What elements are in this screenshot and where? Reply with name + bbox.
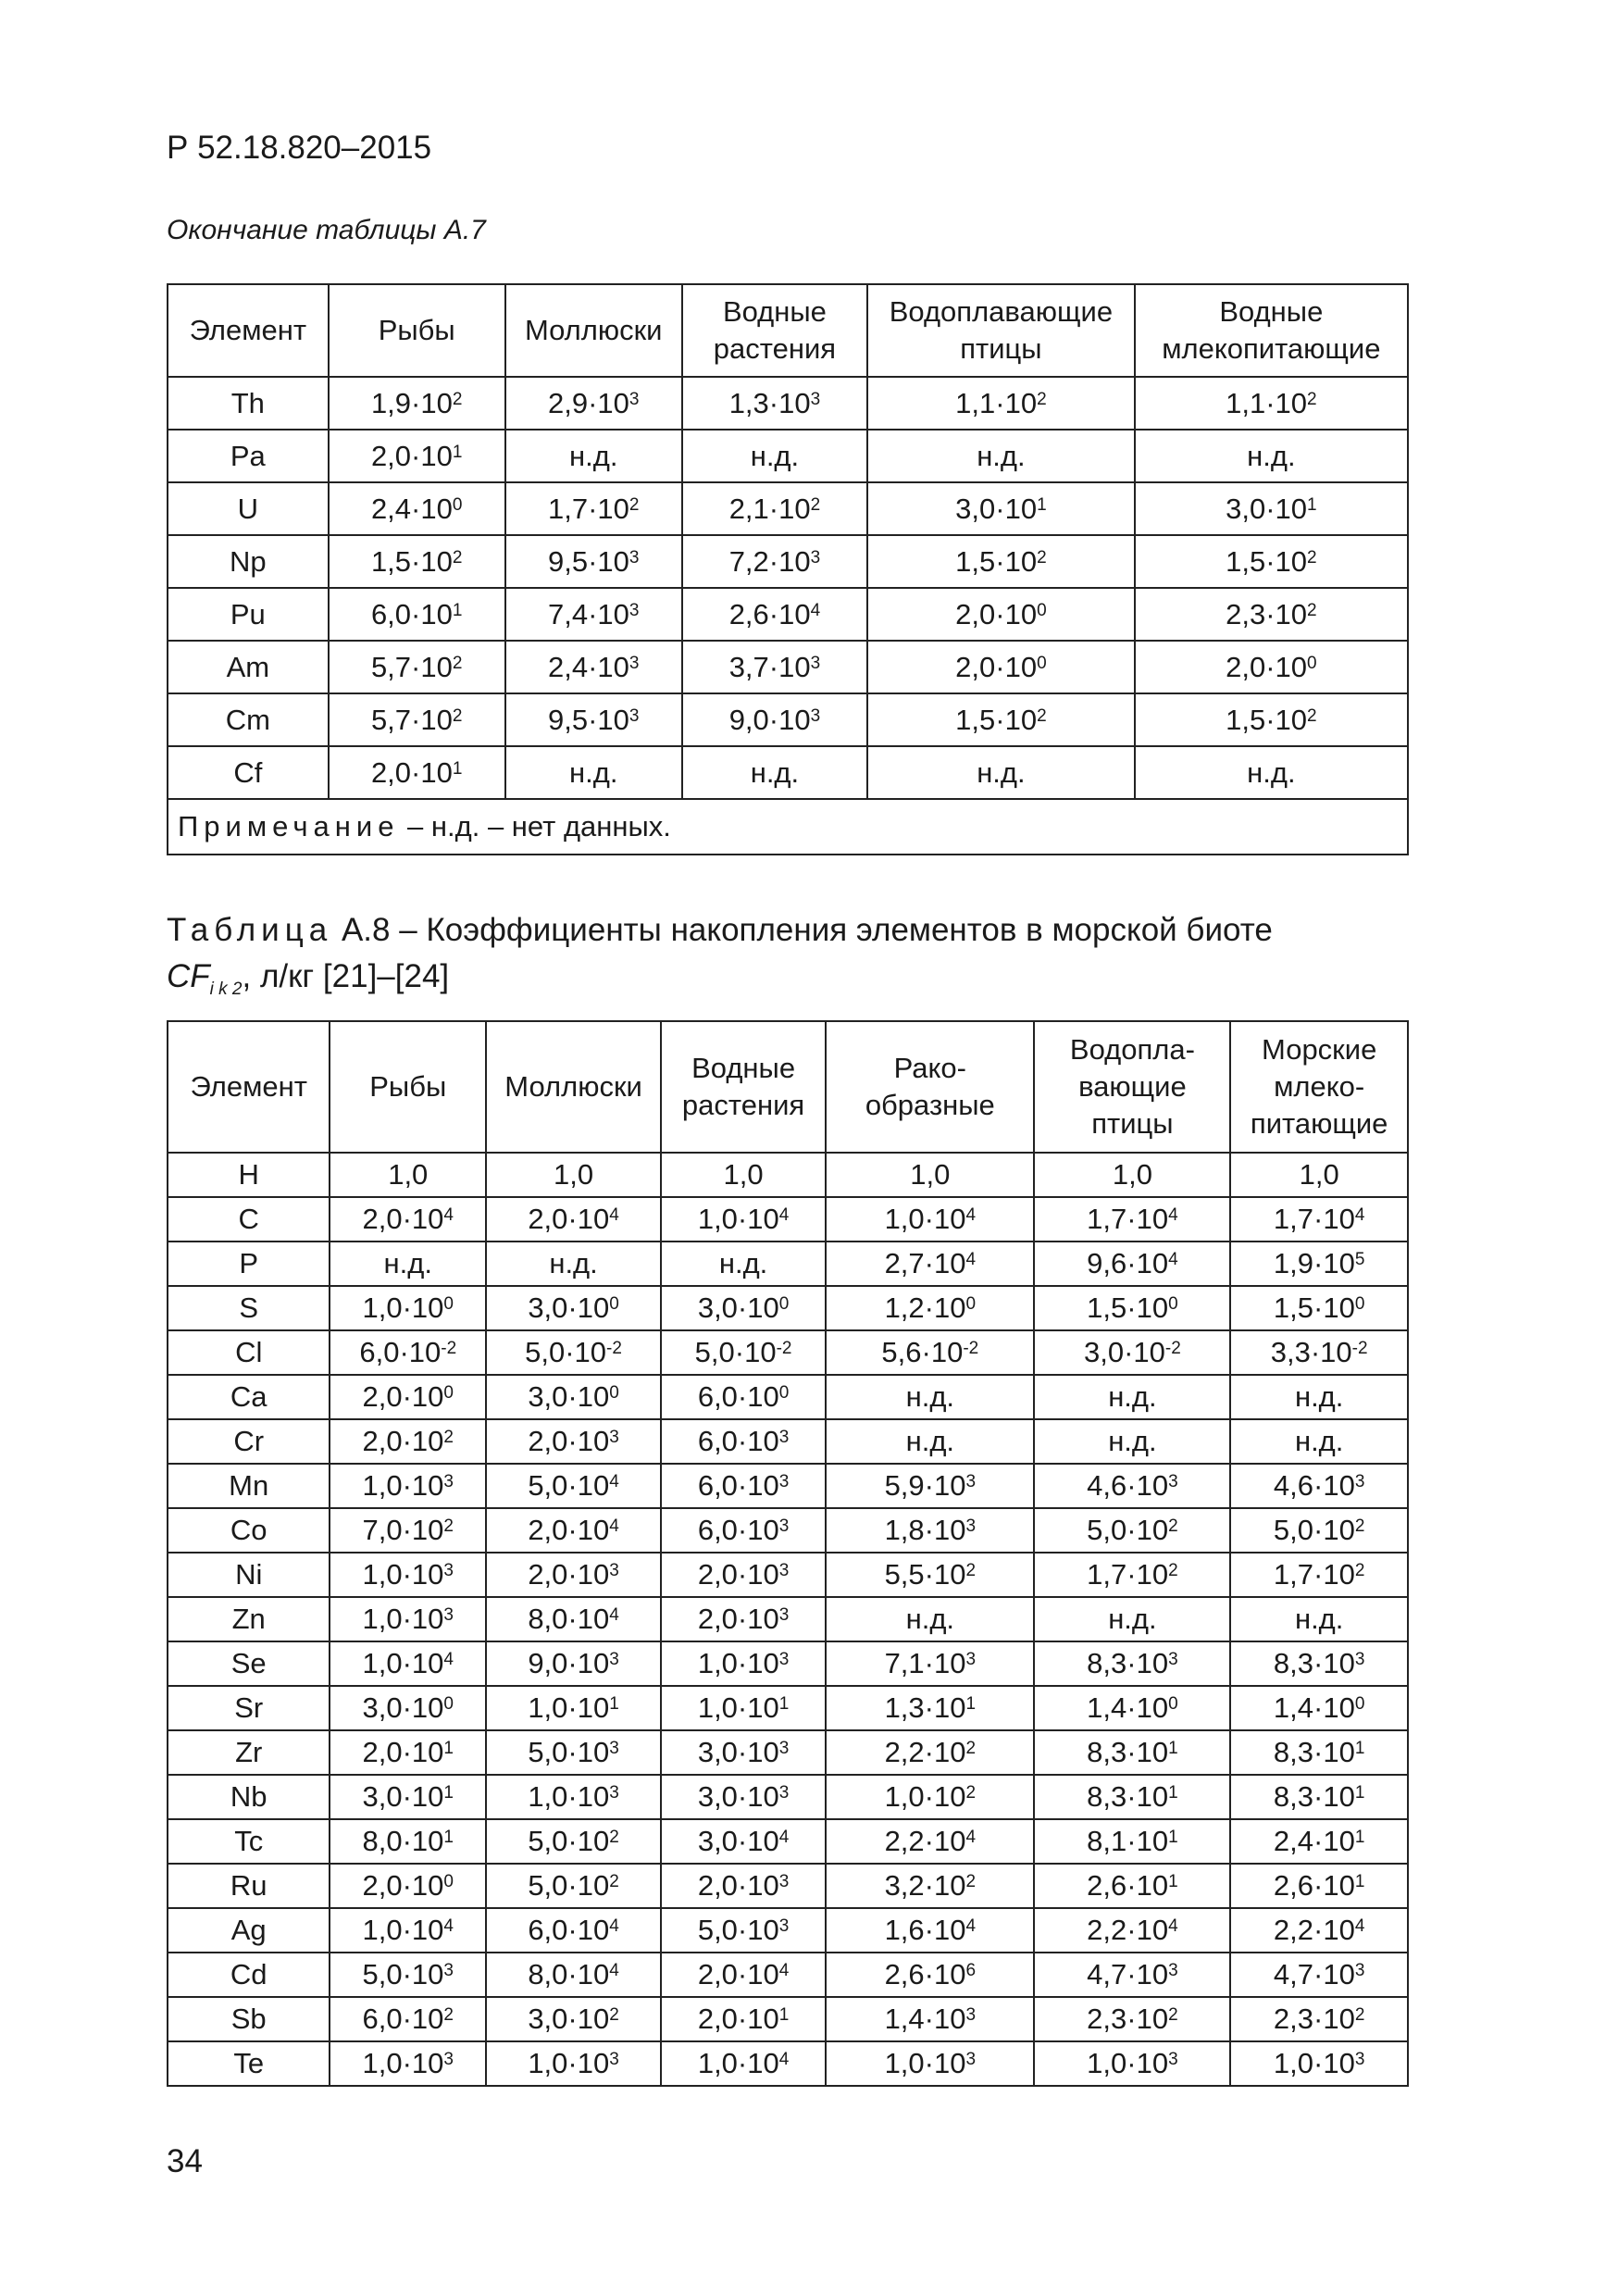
table-a7-element-cell: Am	[168, 641, 329, 693]
table-a7-value-cell: $1,3\cdot 10^3$	[682, 377, 867, 430]
table-a8-row	[168, 1686, 1408, 1730]
table-a8-element-cell: Cd	[168, 1953, 330, 1997]
table-a8-value-cell: $2,6\cdot 10^1$	[1034, 1864, 1230, 1908]
table-a8-element-cell: Se	[168, 1641, 330, 1686]
table-a8-value-cell: $8,3\cdot 10^1$	[1230, 1775, 1408, 1819]
table-a8-value-cell: $2,6\cdot 10^1$	[1230, 1864, 1408, 1908]
table-a8-value-cell: 1,0	[826, 1153, 1034, 1197]
table-a8-row	[168, 1153, 1408, 1197]
table-a8-value-cell: $5,0\cdot 10^4$	[486, 1464, 661, 1508]
table-a7-value-cell: н.д.	[867, 746, 1135, 799]
table-a8-value-cell: $4,6\cdot 10^3$	[1034, 1464, 1230, 1508]
table-a8-value-cell: $5,0\cdot 10^{-2}$	[486, 1330, 661, 1375]
table-a8-value-cell: н.д.	[1230, 1419, 1408, 1464]
table-a7-row	[168, 588, 1408, 641]
table-a8-value-cell: $3,0\cdot 10^0$	[486, 1286, 661, 1330]
table-a8-value-cell: $6,0\cdot 10^4$	[486, 1908, 661, 1953]
table-a7-value-cell: $2,4\cdot 10^0$	[329, 482, 505, 535]
table-a7-value-cell: $6,0\cdot 10^1$	[329, 588, 505, 641]
table-a7-element-cell: Np	[168, 535, 329, 588]
table-a8-value-cell: $2,2\cdot 10^4$	[1230, 1908, 1408, 1953]
table-a8-value-cell: $2,0\cdot 10^4$	[661, 1953, 826, 1997]
table-a8-row	[168, 1819, 1408, 1864]
table-a8-element-cell: Ag	[168, 1908, 330, 1953]
table-a8-title-rest: , л/кг [21]–[24]	[242, 958, 450, 994]
table-a8-value-cell: н.д.	[1230, 1597, 1408, 1641]
table-a8-value-cell: $4,6\cdot 10^3$	[1230, 1464, 1408, 1508]
table-a7-element-cell: Pu	[168, 588, 329, 641]
table-a7-value-cell: $3,7\cdot 10^3$	[682, 641, 867, 693]
table-a8-column-header: Моллюски	[486, 1021, 661, 1153]
table-a8-value-cell: $6,0\cdot 10^{-2}$	[330, 1330, 486, 1375]
table-a7-value-cell: н.д.	[505, 430, 682, 482]
table-a7-value-cell: $1,5\cdot 10^2$	[329, 535, 505, 588]
table-a8-title-text: А.8 – Коэффициенты накопления элементов в морской биоте	[332, 912, 1273, 948]
table-a8-row	[168, 1997, 1408, 2041]
table-a8-value-cell: $2,0\cdot 10^3$	[661, 1864, 826, 1908]
table-a7-value-cell: $1,1\cdot 10^2$	[867, 377, 1135, 430]
table-a7-value-cell: $1,9\cdot 10^2$	[329, 377, 505, 430]
table-a8-header-row	[168, 1021, 1408, 1153]
table-a7-value-cell: $2,0\cdot 10^0$	[1135, 641, 1408, 693]
table-a8-value-cell: $6,0\cdot 10^2$	[330, 1997, 486, 2041]
table-a8-element-cell: Te	[168, 2041, 330, 2086]
table-a8	[167, 1020, 1409, 2087]
table-a8-value-cell: $1,4\cdot 10^3$	[826, 1997, 1034, 2041]
table-a8-value-cell: $1,0\cdot 10^4$	[826, 1197, 1034, 1242]
table-a8-row	[168, 1864, 1408, 1908]
table-a8-value-cell: $3,3\cdot 10^{-2}$	[1230, 1330, 1408, 1375]
table-a8-value-cell: $1,0\cdot 10^3$	[826, 2041, 1034, 2086]
table-a8-value-cell: $1,0\cdot 10^3$	[486, 2041, 661, 2086]
table-a8-value-cell: $8,0\cdot 10^1$	[330, 1819, 486, 1864]
table-a8-column-header: Водопла- вающие птицы	[1034, 1021, 1230, 1153]
table-a7-row	[168, 746, 1408, 799]
table-a8-value-cell: $8,3\cdot 10^3$	[1230, 1641, 1408, 1686]
table-a8-value-cell: 1,0	[1230, 1153, 1408, 1197]
table-a8-row	[168, 1419, 1408, 1464]
table-a7-column-header: Моллюски	[505, 284, 682, 377]
table-a8-value-cell: $6,0\cdot 10^3$	[661, 1464, 826, 1508]
table-a8-value-cell: $6,0\cdot 10^3$	[661, 1419, 826, 1464]
table-a8-value-cell: $1,0\cdot 10^1$	[661, 1686, 826, 1730]
table-a8-element-cell: Co	[168, 1508, 330, 1553]
table-a7-value-cell: $1,5\cdot 10^2$	[867, 535, 1135, 588]
table-a8-element-cell: H	[168, 1153, 330, 1197]
table-a8-value-cell: $1,0\cdot 10^4$	[661, 2041, 826, 2086]
table-a8-element-cell: Zn	[168, 1597, 330, 1641]
table-a8-value-cell: $1,7\cdot 10^2$	[1034, 1553, 1230, 1597]
table-a8-element-cell: P	[168, 1242, 330, 1286]
table-a7-element-cell: U	[168, 482, 329, 535]
table-a7-element-cell: Pa	[168, 430, 329, 482]
table-a8-element-cell: Nb	[168, 1775, 330, 1819]
table-a8-row	[168, 1508, 1408, 1553]
table-a8-value-cell: $2,0\cdot 10^3$	[486, 1553, 661, 1597]
table-a8-value-cell: $5,6\cdot 10^{-2}$	[826, 1330, 1034, 1375]
table-a8-value-cell: $1,0\cdot 10^3$	[1230, 2041, 1408, 2086]
table-a7-value-cell: н.д.	[1135, 430, 1408, 482]
table-a7-value-cell: $3,0\cdot 10^1$	[867, 482, 1135, 535]
table-a8-value-cell: 1,0	[486, 1153, 661, 1197]
table-a8-value-cell: $3,0\cdot 10^0$	[330, 1686, 486, 1730]
table-a8-value-cell: н.д.	[1034, 1419, 1230, 1464]
table-a8-value-cell: $2,7\cdot 10^4$	[826, 1242, 1034, 1286]
table-a8-value-cell: $2,2\cdot 10^4$	[826, 1819, 1034, 1864]
table-a8-value-cell: $1,0\cdot 10^3$	[330, 1464, 486, 1508]
table-a8-value-cell: н.д.	[826, 1375, 1034, 1419]
table-a8-value-cell: $1,8\cdot 10^3$	[826, 1508, 1034, 1553]
table-a8-element-cell: Sb	[168, 1997, 330, 2041]
table-a8-value-cell: н.д.	[1034, 1375, 1230, 1419]
table-a8-column-header: Рако- образные	[826, 1021, 1034, 1153]
table-a8-value-cell: $3,0\cdot 10^2$	[486, 1997, 661, 2041]
table-a8-title	[167, 907, 1409, 1013]
table-a7-value-cell: $7,4\cdot 10^3$	[505, 588, 682, 641]
table-a7-value-cell: $9,5\cdot 10^3$	[505, 693, 682, 746]
table-a8-value-cell: $6,0\cdot 10^0$	[661, 1375, 826, 1419]
table-a8-row	[168, 1775, 1408, 1819]
table-a8-row	[168, 1553, 1408, 1597]
table-a8-value-cell: 1,0	[1034, 1153, 1230, 1197]
table-a8-value-cell: $8,1\cdot 10^1$	[1034, 1819, 1230, 1864]
table-a7-value-cell: $9,5\cdot 10^3$	[505, 535, 682, 588]
table-a8-element-cell: Sr	[168, 1686, 330, 1730]
table-a7-value-cell: $5,7\cdot 10^2$	[329, 693, 505, 746]
table-a8-value-cell: $1,4\cdot 10^0$	[1034, 1686, 1230, 1730]
table-a8-value-cell: $2,3\cdot 10^2$	[1034, 1997, 1230, 2041]
table-a7-value-cell: н.д.	[682, 746, 867, 799]
table-a8-value-cell: $1,0\cdot 10^3$	[330, 2041, 486, 2086]
table-a7-header-row	[168, 284, 1408, 377]
table-a7-column-header: Водные растения	[682, 284, 867, 377]
table-a8-value-cell: $5,9\cdot 10^3$	[826, 1464, 1034, 1508]
table-a8-value-cell: н.д.	[1230, 1375, 1408, 1419]
table-a8-value-cell: $2,0\cdot 10^4$	[486, 1197, 661, 1242]
table-a7-value-cell: $2,9\cdot 10^3$	[505, 377, 682, 430]
table-a8-value-cell: $5,0\cdot 10^2$	[486, 1819, 661, 1864]
table-a8-value-cell: $2,0\cdot 10^3$	[661, 1597, 826, 1641]
table-a8-value-cell: 1,0	[330, 1153, 486, 1197]
table-a8-column-header: Морские млеко- питающие	[1230, 1021, 1408, 1153]
table-a8-value-cell: н.д.	[661, 1242, 826, 1286]
table-a7-row	[168, 377, 1408, 430]
table-a8-value-cell: $7,0\cdot 10^2$	[330, 1508, 486, 1553]
table-a8-value-cell: $1,0\cdot 10^4$	[330, 1908, 486, 1953]
table-a8-element-cell: Ru	[168, 1864, 330, 1908]
table-a8-value-cell: $9,0\cdot 10^3$	[486, 1641, 661, 1686]
table-a8-value-cell: $1,5\cdot 10^0$	[1230, 1286, 1408, 1330]
table-a8-value-cell: $1,0\cdot 10^0$	[330, 1286, 486, 1330]
table-a8-value-cell: $1,5\cdot 10^0$	[1034, 1286, 1230, 1330]
table-a7-value-cell: $2,3\cdot 10^2$	[1135, 588, 1408, 641]
table-a7-row	[168, 482, 1408, 535]
table-a8-value-cell: $8,3\cdot 10^1$	[1034, 1775, 1230, 1819]
table-a7-continuation-caption: Окончание таблицы А.7	[167, 215, 486, 245]
table-a8-column-header: Элемент	[168, 1021, 330, 1153]
table-a8-row	[168, 1197, 1408, 1242]
table-a8-value-cell: $1,0\cdot 10^3$	[330, 1597, 486, 1641]
table-a8-value-cell: $7,1\cdot 10^3$	[826, 1641, 1034, 1686]
table-a8-value-cell: $2,6\cdot 10^6$	[826, 1953, 1034, 1997]
table-a8-value-cell: $1,3\cdot 10^1$	[826, 1686, 1034, 1730]
table-a8-element-cell: Tc	[168, 1819, 330, 1864]
table-a8-value-cell: $5,0\cdot 10^2$	[486, 1864, 661, 1908]
table-a8-value-cell: $1,2\cdot 10^0$	[826, 1286, 1034, 1330]
table-a7-note-row	[168, 799, 1408, 855]
table-a8-value-cell: $6,0\cdot 10^3$	[661, 1508, 826, 1553]
table-a8-value-cell: $2,0\cdot 10^4$	[330, 1197, 486, 1242]
table-a8-value-cell: $1,0\cdot 10^3$	[1034, 2041, 1230, 2086]
table-a8-value-cell: н.д.	[1034, 1597, 1230, 1641]
table-a8-value-cell: н.д.	[826, 1419, 1034, 1464]
table-a7-value-cell: $2,0\cdot 10^0$	[867, 588, 1135, 641]
table-a8-value-cell: $3,0\cdot 10^4$	[661, 1819, 826, 1864]
table-a8-row	[168, 1597, 1408, 1641]
table-a7-value-cell: н.д.	[1135, 746, 1408, 799]
table-a8-value-cell: $2,0\cdot 10^0$	[330, 1375, 486, 1419]
table-a7-value-cell: $2,1\cdot 10^2$	[682, 482, 867, 535]
table-a7-value-cell: $7,2\cdot 10^3$	[682, 535, 867, 588]
table-a8-value-cell: $9,6\cdot 10^4$	[1034, 1242, 1230, 1286]
table-a7-value-cell: $1,5\cdot 10^2$	[1135, 693, 1408, 746]
table-a8-element-cell: Cr	[168, 1419, 330, 1464]
table-a7	[167, 283, 1409, 855]
table-a8-value-cell: $1,0\cdot 10^2$	[826, 1775, 1034, 1819]
table-a8-row	[168, 1286, 1408, 1330]
table-a7-value-cell: $1,5\cdot 10^2$	[867, 693, 1135, 746]
table-a8-row	[168, 1730, 1408, 1775]
table-a8-value-cell: $2,0\cdot 10^3$	[661, 1553, 826, 1597]
table-a8-value-cell: $2,4\cdot 10^1$	[1230, 1819, 1408, 1864]
document-code: Р 52.18.820–2015	[167, 130, 432, 166]
table-a8-value-cell: н.д.	[486, 1242, 661, 1286]
table-a7-element-cell: Th	[168, 377, 329, 430]
table-a7-value-cell: $3,0\cdot 10^1$	[1135, 482, 1408, 535]
table-a8-value-cell: 1,0	[661, 1153, 826, 1197]
table-a8-value-cell: $2,0\cdot 10^2$	[330, 1419, 486, 1464]
table-a8-row	[168, 1641, 1408, 1686]
table-a8-value-cell: $1,9\cdot 10^5$	[1230, 1242, 1408, 1286]
table-a8-value-cell: $8,0\cdot 10^4$	[486, 1953, 661, 1997]
table-a8-value-cell: $1,7\cdot 10^2$	[1230, 1553, 1408, 1597]
table-a7-element-cell: Cm	[168, 693, 329, 746]
table-a8-value-cell: н.д.	[330, 1242, 486, 1286]
table-a8-value-cell: $5,5\cdot 10^2$	[826, 1553, 1034, 1597]
table-a8-value-cell: $2,0\cdot 10^4$	[486, 1508, 661, 1553]
table-a7-value-cell: н.д.	[867, 430, 1135, 482]
table-a8-row	[168, 1464, 1408, 1508]
table-a8-value-cell: $8,3\cdot 10^1$	[1034, 1730, 1230, 1775]
table-a8-value-cell: $3,0\cdot 10^1$	[330, 1775, 486, 1819]
table-a8-value-cell: $2,3\cdot 10^2$	[1230, 1997, 1408, 2041]
table-a7-value-cell: $1,5\cdot 10^2$	[1135, 535, 1408, 588]
table-a7-value-cell: $2,0\cdot 10^1$	[329, 746, 505, 799]
table-a8-title-symbol: CF	[167, 958, 210, 994]
table-a8-value-cell: $5,0\cdot 10^3$	[486, 1730, 661, 1775]
table-a7-element-cell: Cf	[168, 746, 329, 799]
table-a8-value-cell: $1,7\cdot 10^4$	[1230, 1197, 1408, 1242]
table-a8-title-label: Таблица	[167, 912, 333, 948]
table-a7-row	[168, 641, 1408, 693]
table-a8-value-cell: $3,0\cdot 10^3$	[661, 1775, 826, 1819]
table-a8-value-cell: $3,0\cdot 10^0$	[486, 1375, 661, 1419]
table-a8-value-cell: $5,0\cdot 10^3$	[661, 1908, 826, 1953]
table-a8-title-subscript: i k 2	[209, 980, 243, 999]
page-number: 34	[167, 2143, 203, 2179]
table-a8-row	[168, 1242, 1408, 1286]
table-a7-column-header: Элемент	[168, 284, 329, 377]
table-a8-element-cell: C	[168, 1197, 330, 1242]
table-a8-row	[168, 2041, 1408, 2086]
table-a8-value-cell: $2,2\cdot 10^4$	[1034, 1908, 1230, 1953]
table-a8-row	[168, 1375, 1408, 1419]
table-a8-value-cell: $8,3\cdot 10^3$	[1034, 1641, 1230, 1686]
table-a7-row	[168, 535, 1408, 588]
table-a8-column-header: Рыбы	[330, 1021, 486, 1153]
table-a7-row	[168, 430, 1408, 482]
table-a7-value-cell: $1,1\cdot 10^2$	[1135, 377, 1408, 430]
table-a8-value-cell: $4,7\cdot 10^3$	[1034, 1953, 1230, 1997]
table-a7-row	[168, 693, 1408, 746]
table-a8-value-cell: н.д.	[826, 1597, 1034, 1641]
table-a8-element-cell: Cl	[168, 1330, 330, 1375]
table-a7-column-header: Водоплавающие птицы	[867, 284, 1135, 377]
table-a8-value-cell: $5,0\cdot 10^2$	[1034, 1508, 1230, 1553]
table-a8-value-cell: $4,7\cdot 10^3$	[1230, 1953, 1408, 1997]
table-a7-value-cell: н.д.	[505, 746, 682, 799]
table-a8-value-cell: $1,6\cdot 10^4$	[826, 1908, 1034, 1953]
table-a8-value-cell: $2,2\cdot 10^2$	[826, 1730, 1034, 1775]
table-a8-row	[168, 1330, 1408, 1375]
table-a7-value-cell: $2,0\cdot 10^0$	[867, 641, 1135, 693]
table-a8-value-cell: $8,3\cdot 10^1$	[1230, 1730, 1408, 1775]
table-a8-value-cell: $1,0\cdot 10^4$	[330, 1641, 486, 1686]
table-a8-value-cell: $3,0\cdot 10^3$	[661, 1730, 826, 1775]
table-a7-value-cell: н.д.	[682, 430, 867, 482]
table-a8-value-cell: $3,0\cdot 10^{-2}$	[1034, 1330, 1230, 1375]
table-a8-value-cell: $1,0\cdot 10^3$	[330, 1553, 486, 1597]
table-a8-element-cell: Mn	[168, 1464, 330, 1508]
table-a8-column-header: Водные растения	[661, 1021, 826, 1153]
table-a8-value-cell: $2,0\cdot 10^1$	[661, 1997, 826, 2041]
table-a7-value-cell: $5,7\cdot 10^2$	[329, 641, 505, 693]
table-a8-element-cell: Ca	[168, 1375, 330, 1419]
table-a8-value-cell: $3,2\cdot 10^2$	[826, 1864, 1034, 1908]
table-a7-column-header: Рыбы	[329, 284, 505, 377]
table-a8-value-cell: $1,7\cdot 10^4$	[1034, 1197, 1230, 1242]
table-a7-value-cell: $2,0\cdot 10^1$	[329, 430, 505, 482]
table-a8-value-cell: $1,0\cdot 10^3$	[661, 1641, 826, 1686]
table-a8-element-cell: Zr	[168, 1730, 330, 1775]
table-a8-value-cell: $5,0\cdot 10^2$	[1230, 1508, 1408, 1553]
table-a7-note: Примечание – н.д. – нет данных.	[168, 799, 1408, 855]
table-a7-column-header: Водные млекопитающие	[1135, 284, 1408, 377]
table-a8-row	[168, 1908, 1408, 1953]
table-a8-value-cell: $1,0\cdot 10^1$	[486, 1686, 661, 1730]
table-a8-value-cell: $2,0\cdot 10^3$	[486, 1419, 661, 1464]
table-a8-value-cell: $3,0\cdot 10^0$	[661, 1286, 826, 1330]
table-a8-element-cell: Ni	[168, 1553, 330, 1597]
table-a8-value-cell: $5,0\cdot 10^3$	[330, 1953, 486, 1997]
table-a8-element-cell: S	[168, 1286, 330, 1330]
table-a8-value-cell: $5,0\cdot 10^{-2}$	[661, 1330, 826, 1375]
table-a8-value-cell: $8,0\cdot 10^4$	[486, 1597, 661, 1641]
table-a8-row	[168, 1953, 1408, 1997]
table-a7-value-cell: $2,6\cdot 10^4$	[682, 588, 867, 641]
table-a7-value-cell: $1,7\cdot 10^2$	[505, 482, 682, 535]
table-a7-value-cell: $9,0\cdot 10^3$	[682, 693, 867, 746]
table-a8-value-cell: $1,0\cdot 10^3$	[486, 1775, 661, 1819]
table-a8-value-cell: $2,0\cdot 10^0$	[330, 1864, 486, 1908]
table-a8-value-cell: $2,0\cdot 10^1$	[330, 1730, 486, 1775]
table-a8-value-cell: $1,0\cdot 10^4$	[661, 1197, 826, 1242]
table-a7-value-cell: $2,4\cdot 10^3$	[505, 641, 682, 693]
table-a8-value-cell: $1,4\cdot 10^0$	[1230, 1686, 1408, 1730]
